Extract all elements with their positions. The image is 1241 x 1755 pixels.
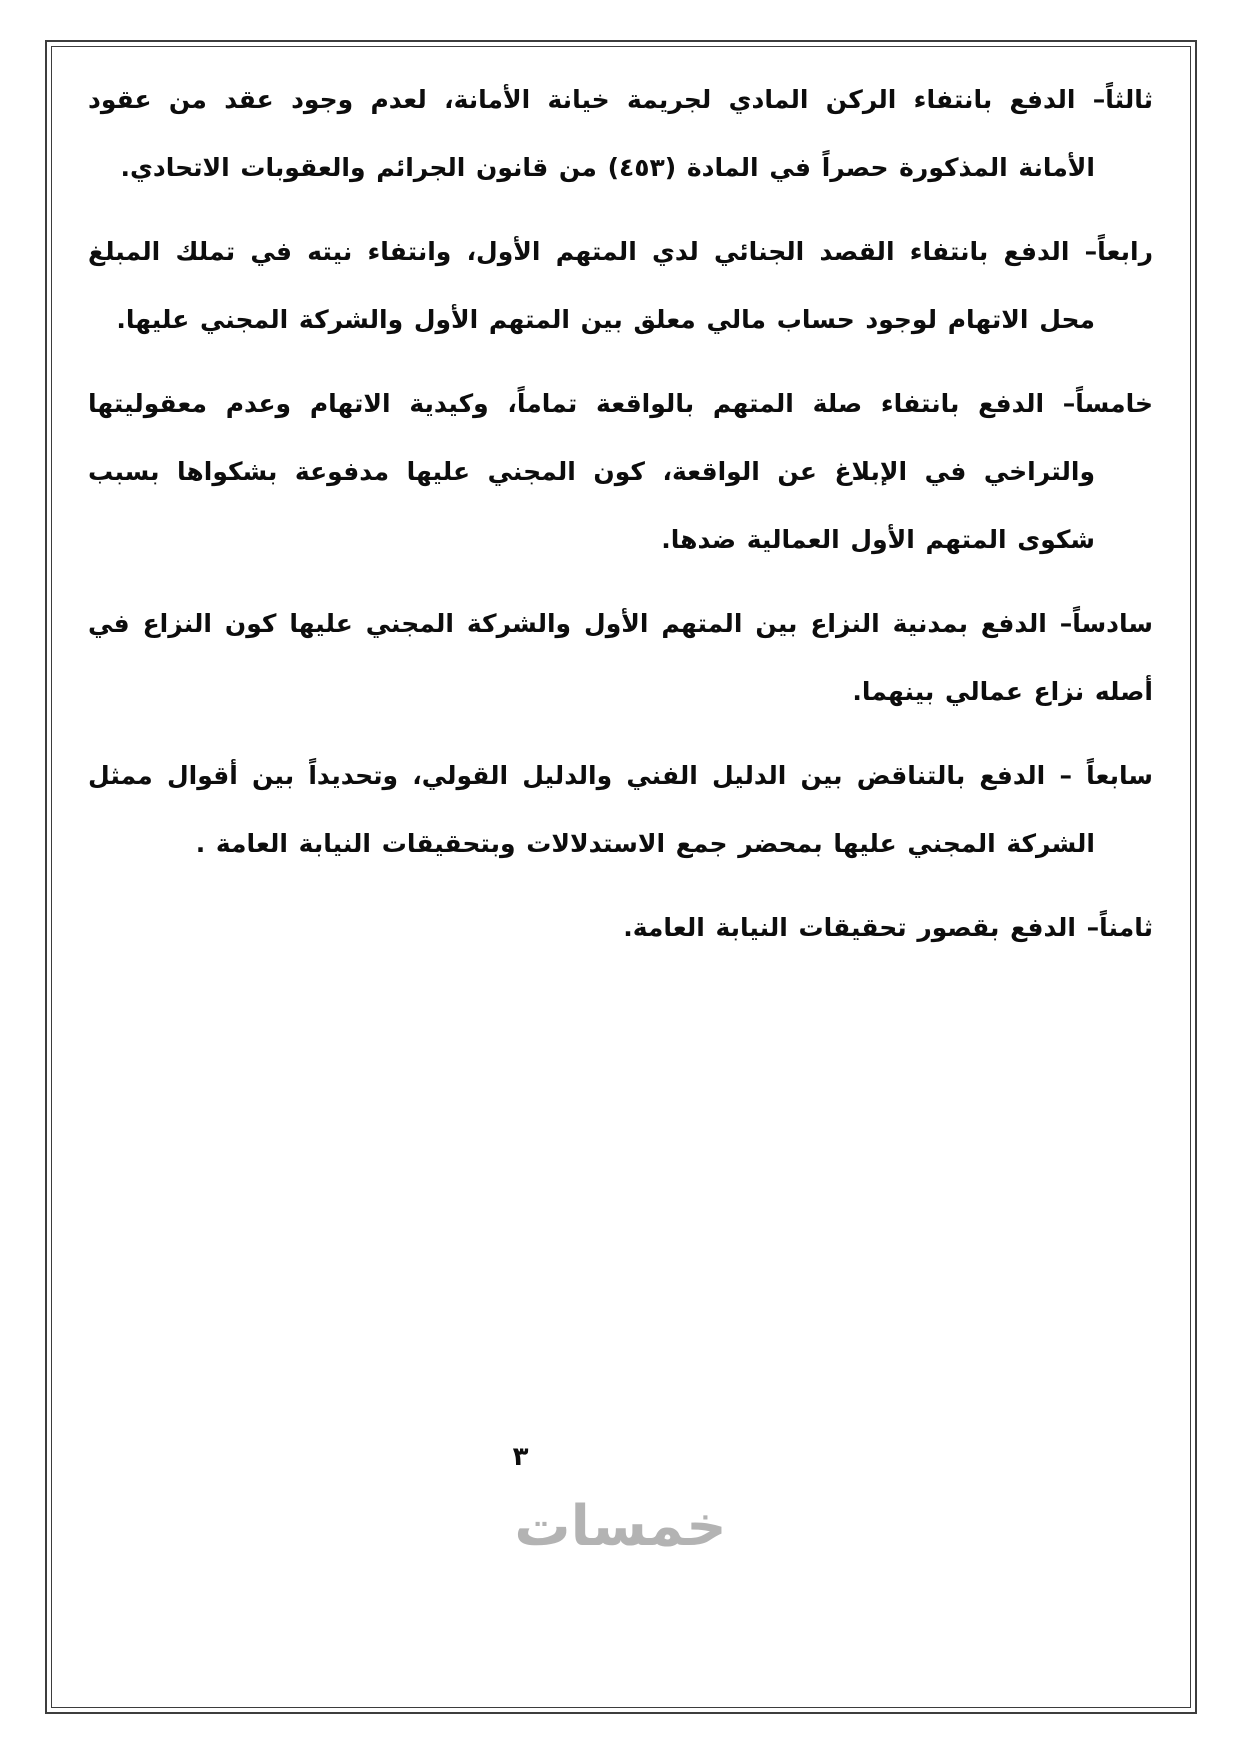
watermark-text: خمسات [514, 1494, 727, 1559]
paragraph-sixth: سادساً– الدفع بمدنية النزاع بين المتهم الأول والشركة المجني عليها كون النزاع في أصله نزاع عمالي بينهما. [88, 609, 1153, 706]
paragraph-third: ثالثاً– الدفع بانتفاء الركن المادي لجريمة خيانة الأمانة، لعدم وجود عقد من عقود الأمانة المذكورة حصراً في المادة (٤٥٣) من قانون الجرائم والعقوبات الاتحادي. [88, 85, 1153, 182]
paragraph-fifth: خامساً– الدفع بانتفاء صلة المتهم بالواقعة تماماً، وكيدية الاتهام وعدم معقوليتها والتراخي في الإبلاغ عن الواقعة، كون المجني عليها مدفوعة بشكواها بسبب شكوى المتهم الأول العمالية ضدها. [88, 389, 1153, 554]
paragraph-fourth: رابعاً– الدفع بانتفاء القصد الجنائي لدي المتهم الأول، وانتفاء نيته في تملك المبلغ محل الاتهام لوجود حساب مالي معلق بين المتهم الأول والشركة المجني عليها. [88, 237, 1153, 334]
page-number: ٣ [512, 1442, 529, 1472]
paragraph-eighth: ثامناً– الدفع بقصور تحقيقات النيابة العامة. [623, 913, 1153, 942]
paragraph-seventh: سابعاً – الدفع بالتناقض بين الدليل الفني والدليل القولي، وتحديداً بين أقوال ممثل الشركة المجني عليها بمحضر جمع الاستدلالات وبتحقيقات النيابة العامة . [88, 761, 1153, 858]
